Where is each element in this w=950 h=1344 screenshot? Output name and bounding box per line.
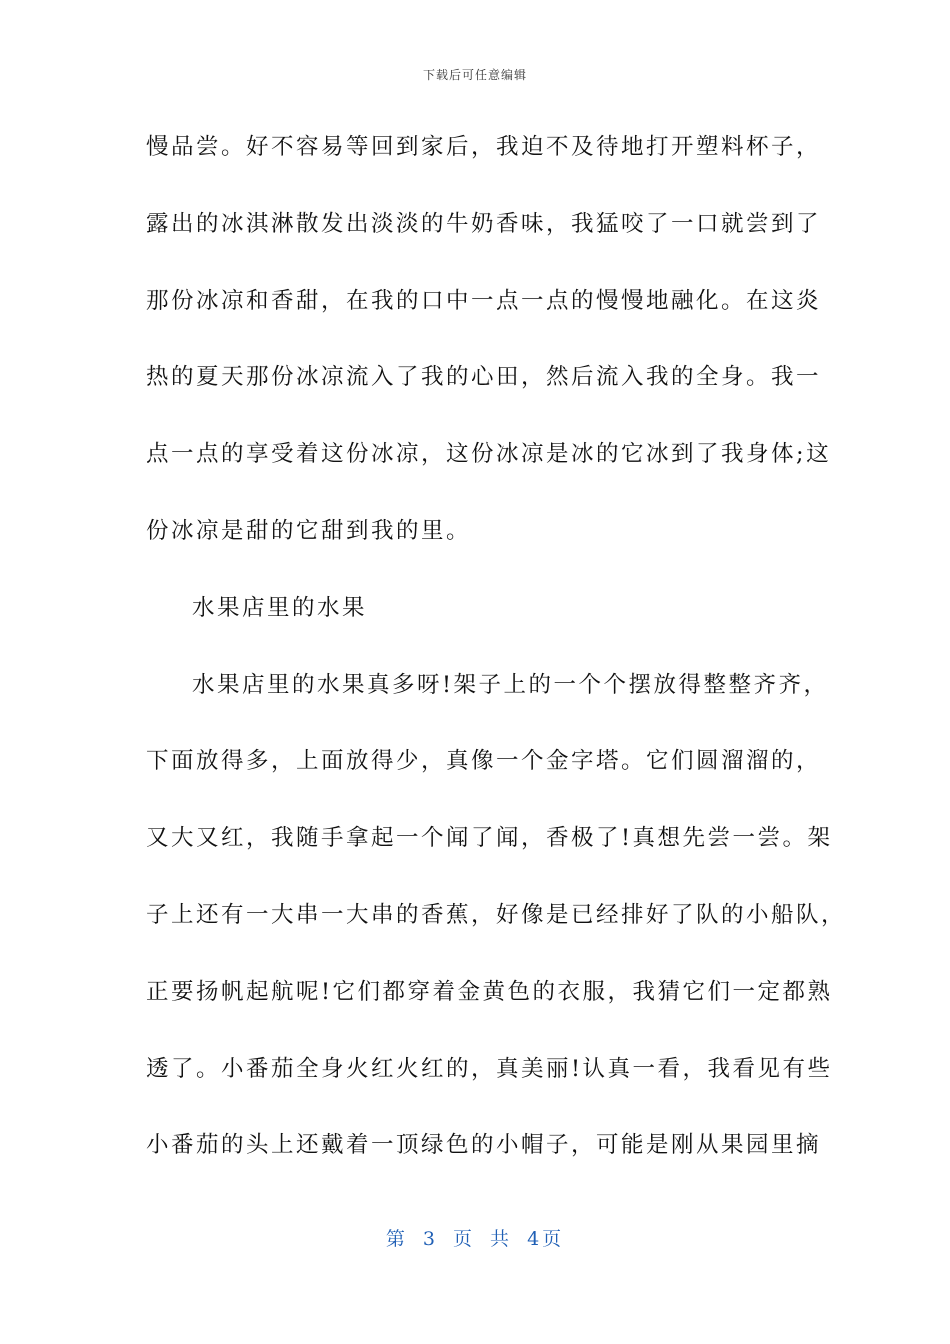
paragraph-line: 露出的冰淇淋散发出淡淡的牛奶香味，我猛咬了一口就尝到了 bbox=[146, 210, 822, 237]
paragraph-line: 份冰凉是甜的它甜到我的里。 bbox=[146, 517, 472, 544]
paragraph-line: 点一点的享受着这份冰凉，这份冰凉是冰的它冰到了我身体;这 bbox=[146, 441, 832, 468]
paragraph-line: 小番茄的头上还戴着一顶绿色的小帽子，可能是刚从果园里摘 bbox=[146, 1132, 822, 1159]
paragraph-line: 水果店里的水果真多呀!架子上的一个个摆放得整整齐齐， bbox=[192, 671, 829, 698]
document-body bbox=[146, 121, 847, 1196]
paragraph-line: 那份冰凉和香甜，在我的口中一点一点的慢慢地融化。在这炎 bbox=[146, 287, 822, 314]
paragraph-line: 下面放得多，上面放得少，真像一个金字塔。它们圆溜溜的， bbox=[146, 748, 822, 775]
section-title: 水果店里的水果 bbox=[192, 594, 368, 621]
page-header: 下载后可任意编辑 bbox=[422, 68, 527, 82]
paragraph-line: 又大又红，我随手拿起一个闻了闻，香极了!真想先尝一尝。架 bbox=[146, 825, 833, 852]
paragraph-line: 透了。小番茄全身火红火红的，真美丽!认真一看，我看见有些 bbox=[146, 1055, 833, 1082]
paragraph-line: 热的夏天那份冰凉流入了我的心田，然后流入我的全身。我一 bbox=[146, 364, 822, 391]
page-number-footer: 第 3 页 共 4页 bbox=[385, 1228, 565, 1250]
paragraph-line: 慢品尝。好不容易等回到家后，我迫不及待地打开塑料杯子， bbox=[146, 134, 822, 160]
paragraph-line: 正要扬帆起航呢!它们都穿着金黄色的衣服，我猜它们一定都熟 bbox=[146, 978, 833, 1005]
paragraph-line: 子上还有一大串一大串的香蕉，好像是已经排好了队的小船队， bbox=[146, 901, 847, 928]
